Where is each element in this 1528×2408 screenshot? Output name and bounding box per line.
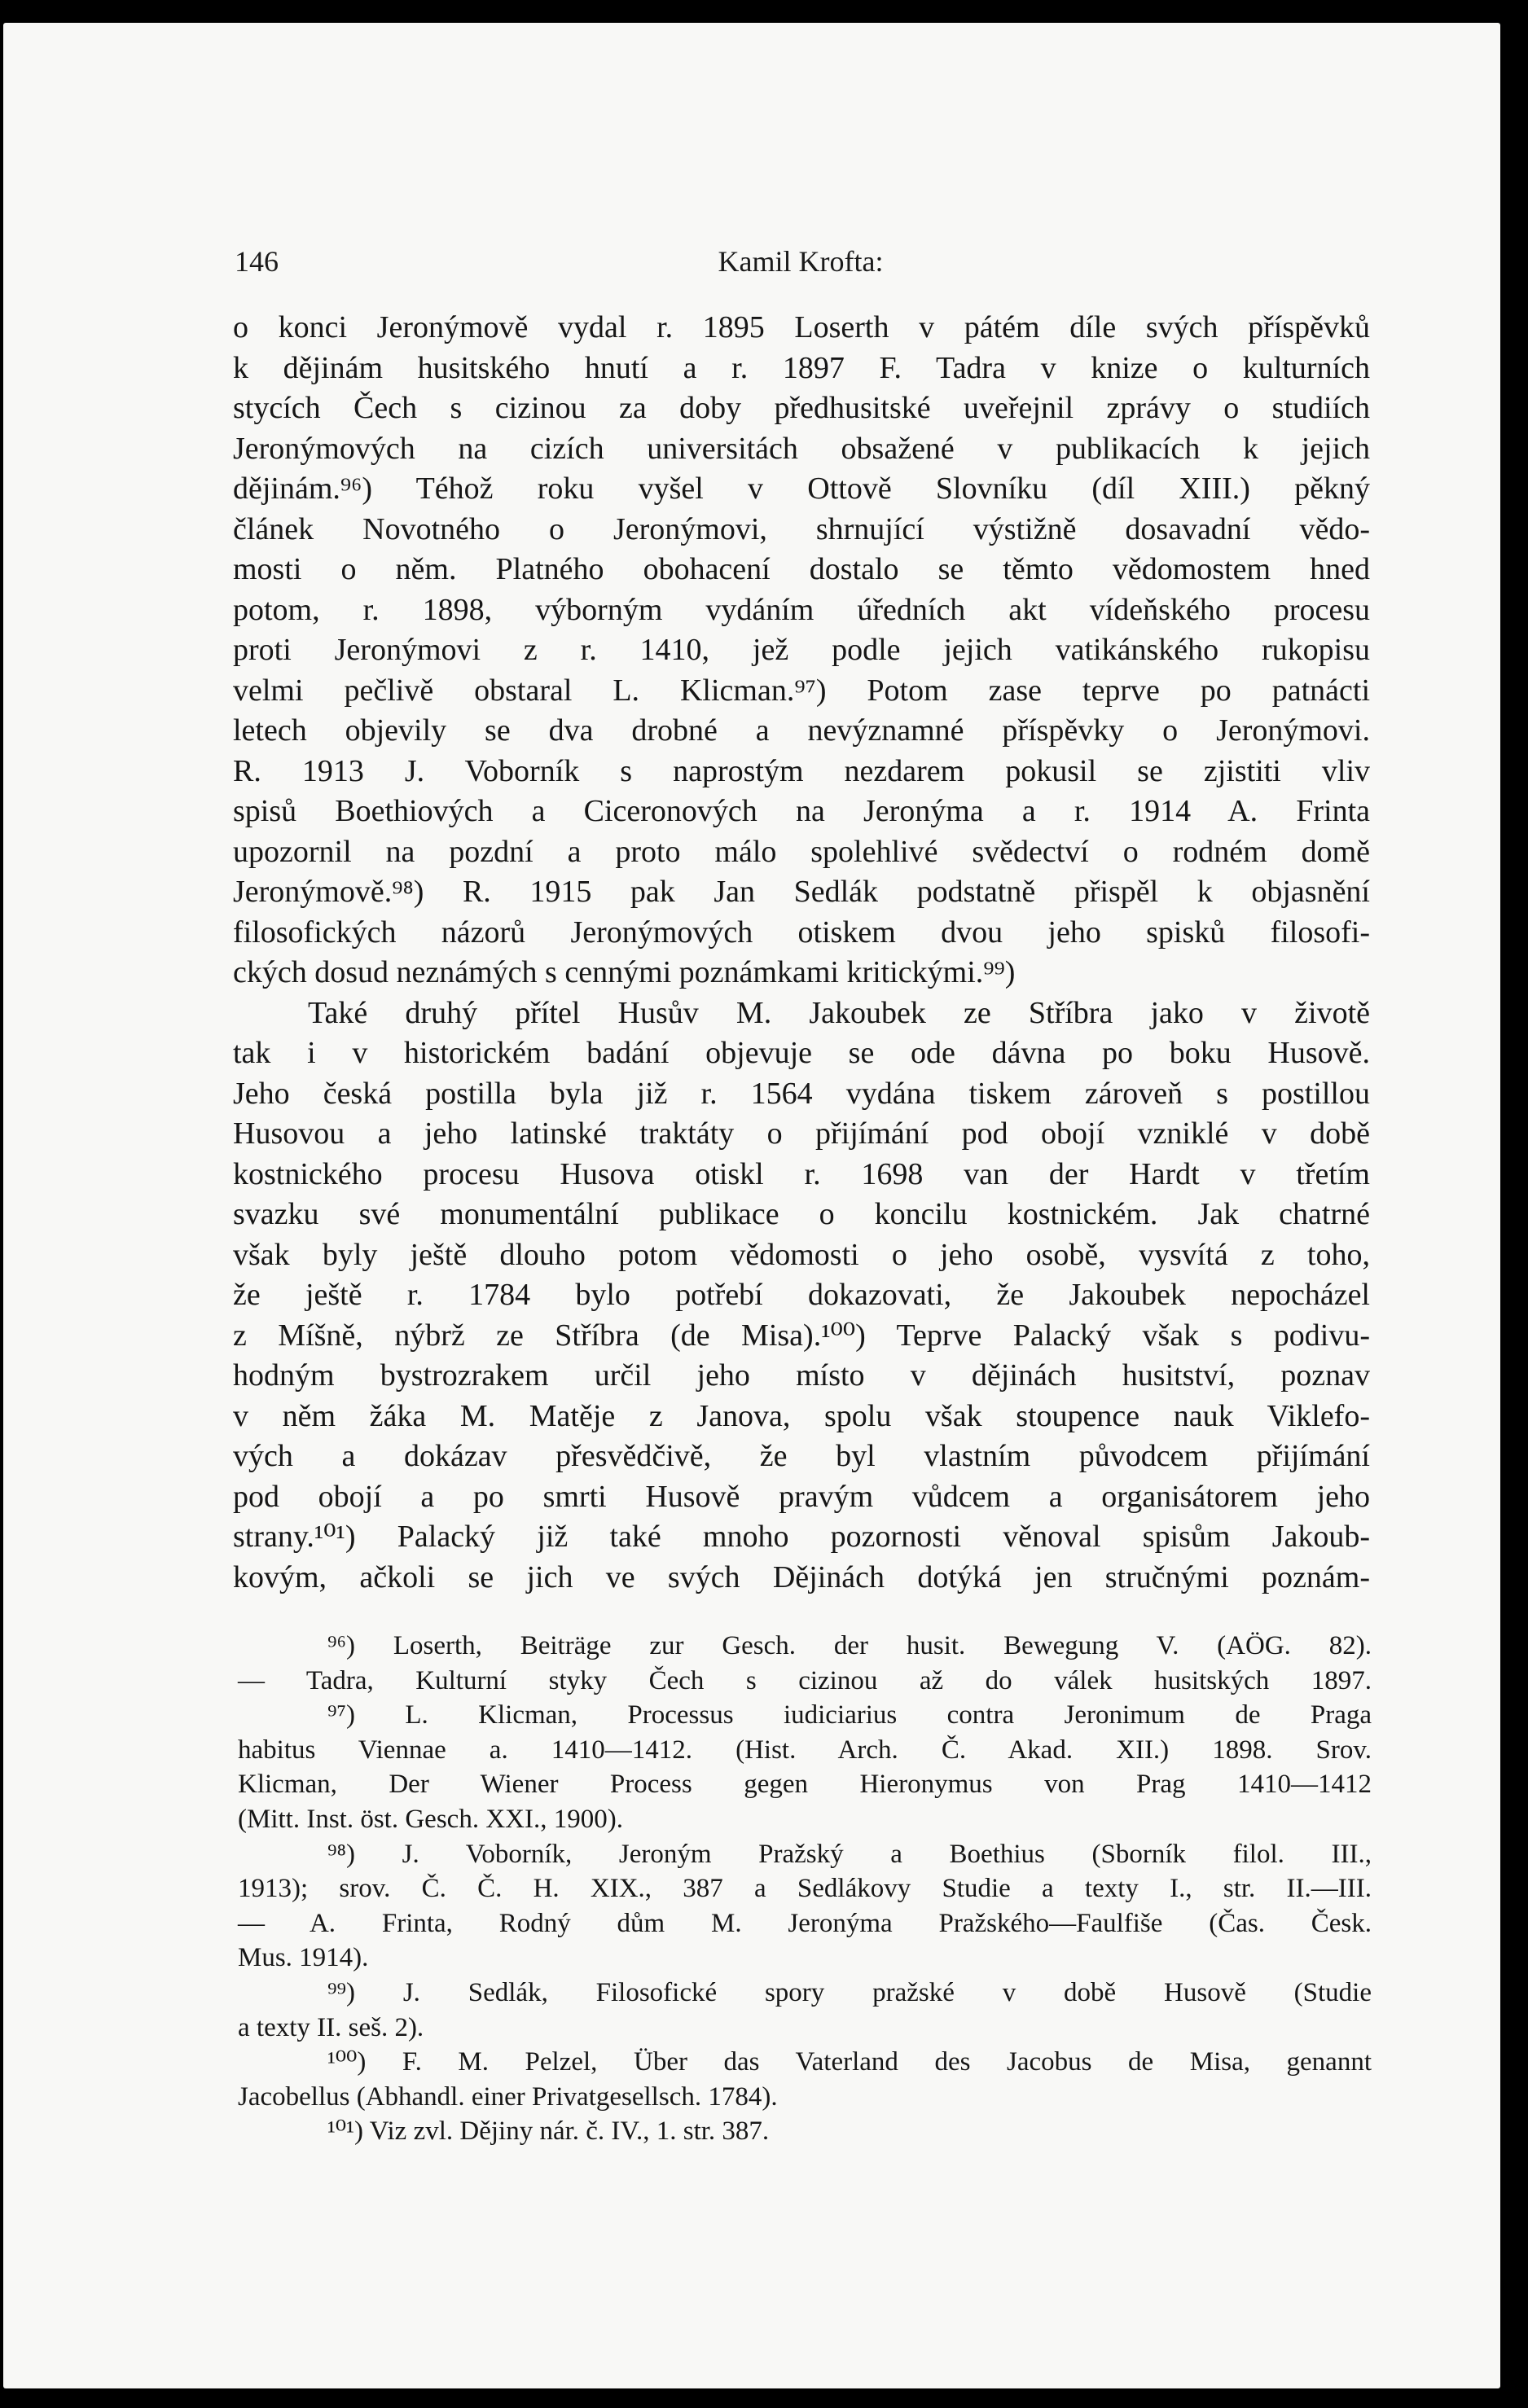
footnote-line: ⁹⁶) Loserth, Beiträge zur Gesch. der husit. Bewegung V. (AÖG. 82). [327, 1631, 1372, 1660]
text-line: letech objevily se dva drobné a nevýznamné příspěvky o Jeronýmovi. [233, 713, 1370, 748]
page-number: 146 [235, 245, 279, 278]
text-line: pod obojí a po smrti Husově pravým vůdcem a organisátorem jeho [233, 1479, 1370, 1514]
text-line: filosofických názorů Jeronýmových otiskem dvou jeho spisků filosofi- [233, 915, 1370, 950]
footnote-line: a texty II. seš. 2). [238, 2012, 424, 2042]
footnote-line: — Tadra, Kulturní styky Čech s cizinou až do válek husitských 1897. [238, 1665, 1372, 1695]
footnote-line: 1913); srov. Č. Č. H. XIX., 387 a Sedlákovy Studie a texty I., str. II.—III. [238, 1874, 1372, 1904]
text-line: hodným bystrozrakem určil jeho místo v dějinách husitství, poznav [233, 1358, 1370, 1393]
footnote-line: ⁹⁸) J. Voborník, Jeroným Pražský a Boethius (Sborník filol. III., [327, 1839, 1372, 1869]
footnote-line: ¹⁰¹) Viz zvl. Dějiny nár. č. IV., 1. str. 387. [327, 2116, 770, 2147]
text-line: článek Novotného o Jeronýmovi, shrnující výstižně dosavadní vědo- [233, 511, 1370, 546]
text-line: strany.¹⁰¹) Palacký již také mnoho pozornosti věnoval spisům Jakoub- [233, 1520, 1370, 1554]
text-line: v něm žáka M. Matěje z Janova, spolu však stoupence nauk Viklefo- [233, 1398, 1370, 1433]
text-line: proti Jeronýmovi z r. 1410, jež podle jejich vatikánského rukopisu [233, 633, 1370, 667]
text-line: že ještě r. 1784 bylo potřebí dokazovati, že Jakoubek nepocházel [233, 1278, 1370, 1312]
footnote-line: habitus Viennae a. 1410—1412. (Hist. Arch. Č. Akad. XII.) 1898. Srov. [238, 1735, 1372, 1765]
text-line: velmi pečlivě obstaral L. Klicman.⁹⁷) Potom zase teprve po patnácti [233, 673, 1370, 708]
text-line: Jeronýmových na cizích universitách obsažené v publikacích k jejich [233, 431, 1370, 466]
text-line: Jeronýmově.⁹⁸) R. 1915 pak Jan Sedlák podstatně přispěl k objasnění [233, 875, 1370, 909]
footnote-line: ⁹⁹) J. Sedlák, Filosofické spory pražské v době Husově (Studie [327, 1977, 1372, 2007]
text-line: z Míšně, nýbrž ze Stříbra (de Misa).¹⁰⁰) Teprve Palacký však s podivu- [233, 1318, 1370, 1353]
text-line: kostnického procesu Husova otiskl r. 1698 van der Hardt v třetím [233, 1156, 1370, 1191]
text-line: Jeho česká postilla byla již r. 1564 vydána tiskem zároveň s postillou [233, 1076, 1370, 1111]
footnote-line: Klicman, Der Wiener Process gegen Hieronymus von Prag 1410—1412 [238, 1770, 1372, 1800]
text-line: Také druhý přítel Husův M. Jakoubek ze Stříbra jako v životě [308, 995, 1370, 1030]
footnote-line: ⁹⁷) L. Klicman, Processus iudiciarius contra Jeronimum de Praga [327, 1700, 1372, 1730]
footnote-line: (Mitt. Inst. öst. Gesch. XXI., 1900). [238, 1804, 623, 1834]
text-line: potom, r. 1898, výborným vydáním úředních akt vídeňského procesu [233, 592, 1370, 627]
text-line: R. 1913 J. Voborník s naprostým nezdarem pokusil se zjistiti vliv [233, 753, 1370, 788]
text-line: svazku své monumentální publikace o koncilu kostnickém. Jak chatrné [233, 1197, 1370, 1231]
footnote-line: Mus. 1914). [238, 1943, 369, 1973]
text-line: Husovou a jeho latinské traktáty o přijímání pod obojí vzniklé v době [233, 1116, 1370, 1151]
footnote-line: — A. Frinta, Rodný dům M. Jeronýma Pražského—Faulfiše (Čas. Česk. [238, 1908, 1372, 1938]
footnotes [238, 1629, 1372, 2149]
text-line: dějinám.⁹⁶) Téhož roku vyšel v Ottově Slovníku (díl XIII.) pěkný [233, 472, 1370, 506]
running-title: Kamil Krofta: [718, 245, 884, 278]
text-line: ckých dosud neznámých s cennými poznámkami kritickými.⁹⁹) [233, 955, 1016, 989]
text-line: však byly ještě dlouho potom vědomosti o jeho osobě, vysvítá z toho, [233, 1237, 1370, 1272]
text-line: tak i v historickém badání objevuje se ode dávna po boku Husově. [233, 1036, 1370, 1070]
text-line: kovým, ačkoli se jich ve svých Dějinách dotýká jen stručnými poznám- [233, 1559, 1370, 1594]
text-line: spisů Boethiových a Ciceronových na Jeronýma a r. 1914 A. Frinta [233, 794, 1370, 828]
text-line: mosti o něm. Platného obohacení dostalo se těmto vědomostem hned [233, 552, 1370, 586]
page-header [235, 244, 1367, 283]
text-line: vých a dokázav přesvědčivě, že byl vlastním původcem přijímání [233, 1439, 1370, 1473]
text-line: k dějinám husitského hnutí a r. 1897 F. Tadra v knize o kulturních [233, 350, 1370, 385]
text-line: upozornil na pozdní a proto málo spolehlivé svědectví o rodném domě [233, 834, 1370, 869]
footnote-line: ¹⁰⁰) F. M. Pelzel, Über das Vaterland des Jacobus de Misa, genannt [327, 2047, 1372, 2077]
text-line: o konci Jeronýmově vydal r. 1895 Loserth v pátém díle svých příspěvků [233, 310, 1370, 344]
body-text [233, 308, 1370, 1598]
footnote-line: Jacobellus (Abhandl. einer Privatgesellsch. 1784). [238, 2081, 778, 2112]
text-line: stycích Čech s cizinou za doby předhusitské uveřejnil zprávy o studiích [233, 391, 1370, 425]
